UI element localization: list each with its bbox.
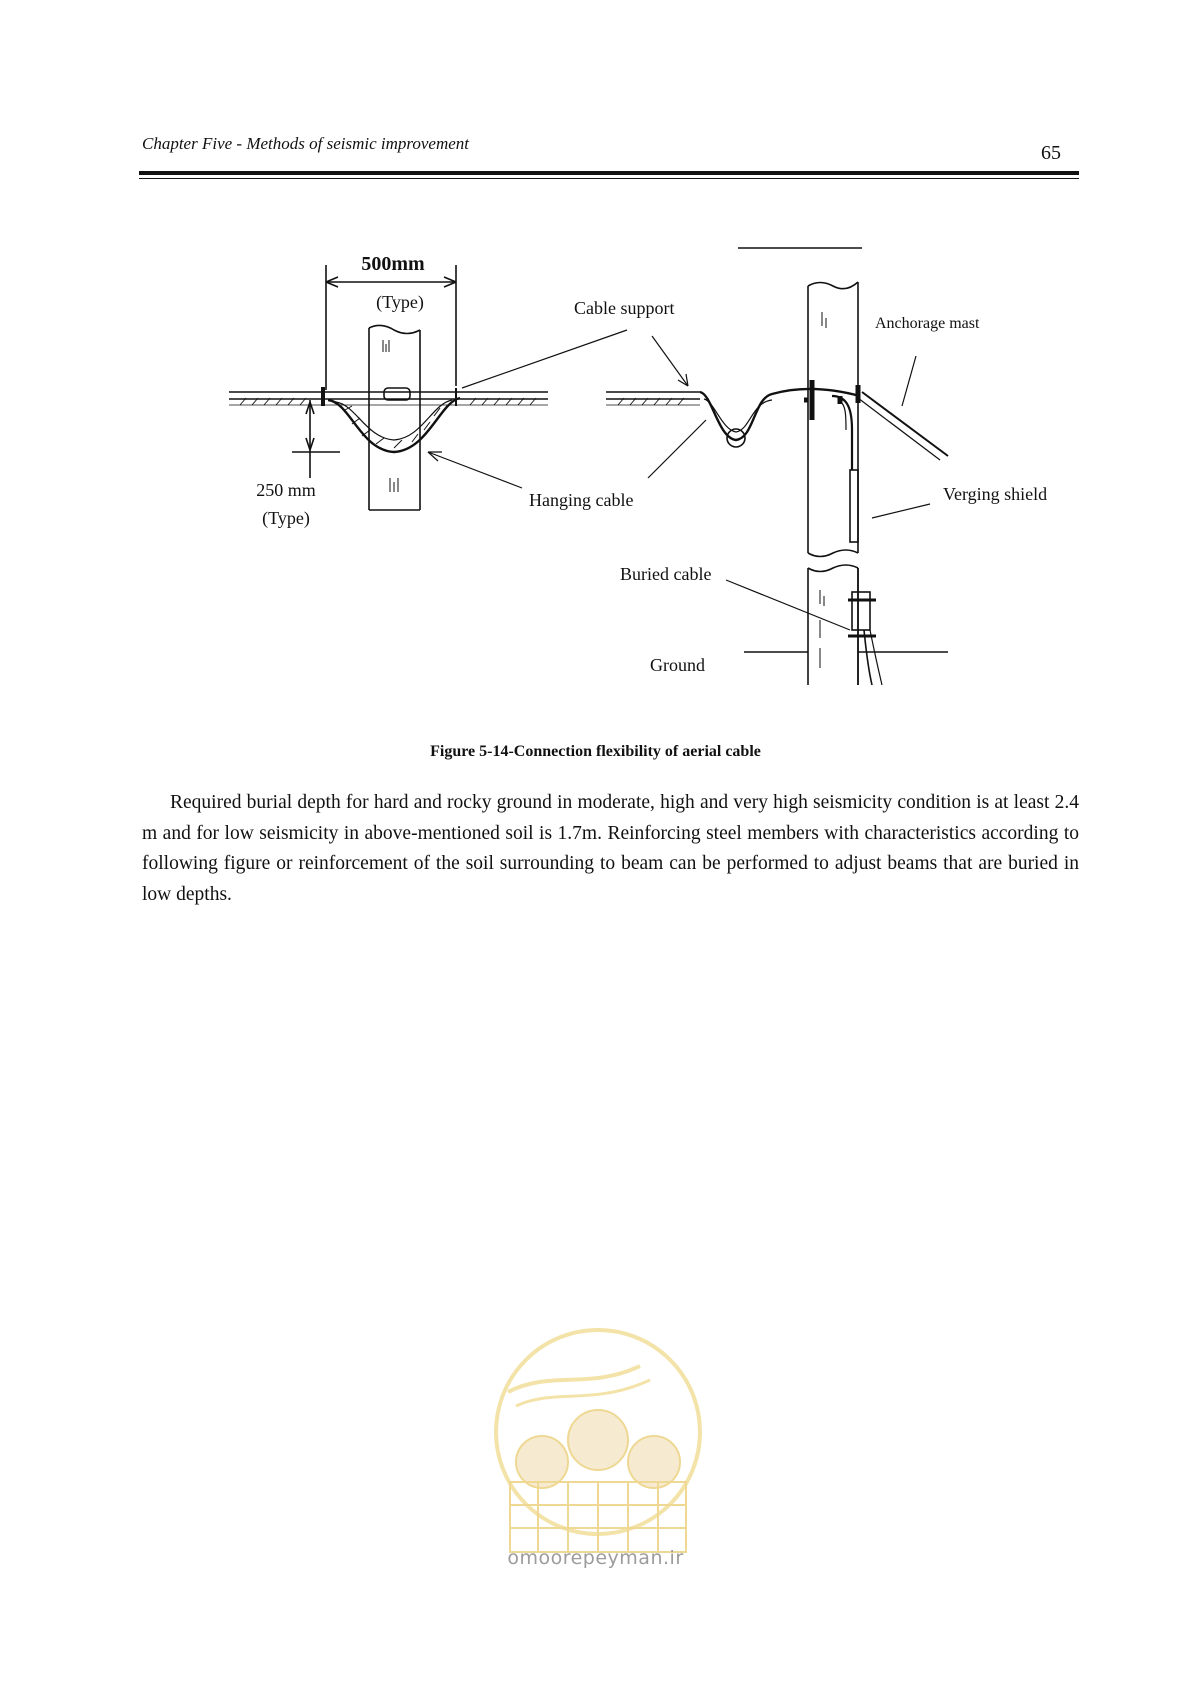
ground-label: Ground (650, 655, 705, 675)
figure-caption: Figure 5-14-Connection flexibility of aerial cable (430, 743, 761, 760)
watermark-logo (490, 1322, 706, 1572)
dim-depth-label: 250 mm (256, 480, 316, 500)
running-header: Chapter Five - Methods of seismic improvement (142, 134, 470, 153)
cable-support-label: Cable support (574, 298, 675, 318)
page-number: 65 (1041, 142, 1061, 164)
dim-width-label: 500mm (361, 253, 425, 275)
left-pole-drawing (229, 265, 627, 510)
watermark-site: omoorepeyman.ir (507, 1547, 684, 1569)
dim-depth-type-label: (Type) (262, 508, 310, 528)
hanging-cable-label: Hanging cable (529, 490, 634, 510)
aerial-cable-figure (0, 0, 1191, 720)
body-paragraph: Required burial depth for hard and rocky ground in moderate, high and very high seismicity condition is at least 2.4 m and for low seismicity in above-mentioned soil is 1.7m. Reinforcing steel members with characteristics according to following figure or reinforcement of the soil surrounding to beam can be performed to adjust beams that are buried in low depths. (142, 792, 1079, 905)
dim-width-type-label: (Type) (376, 292, 424, 312)
buried-cable-label: Buried cable (620, 564, 712, 584)
anchorage-mast-label: Anchorage mast (875, 315, 980, 332)
verging-shield-label: Verging shield (943, 484, 1048, 504)
